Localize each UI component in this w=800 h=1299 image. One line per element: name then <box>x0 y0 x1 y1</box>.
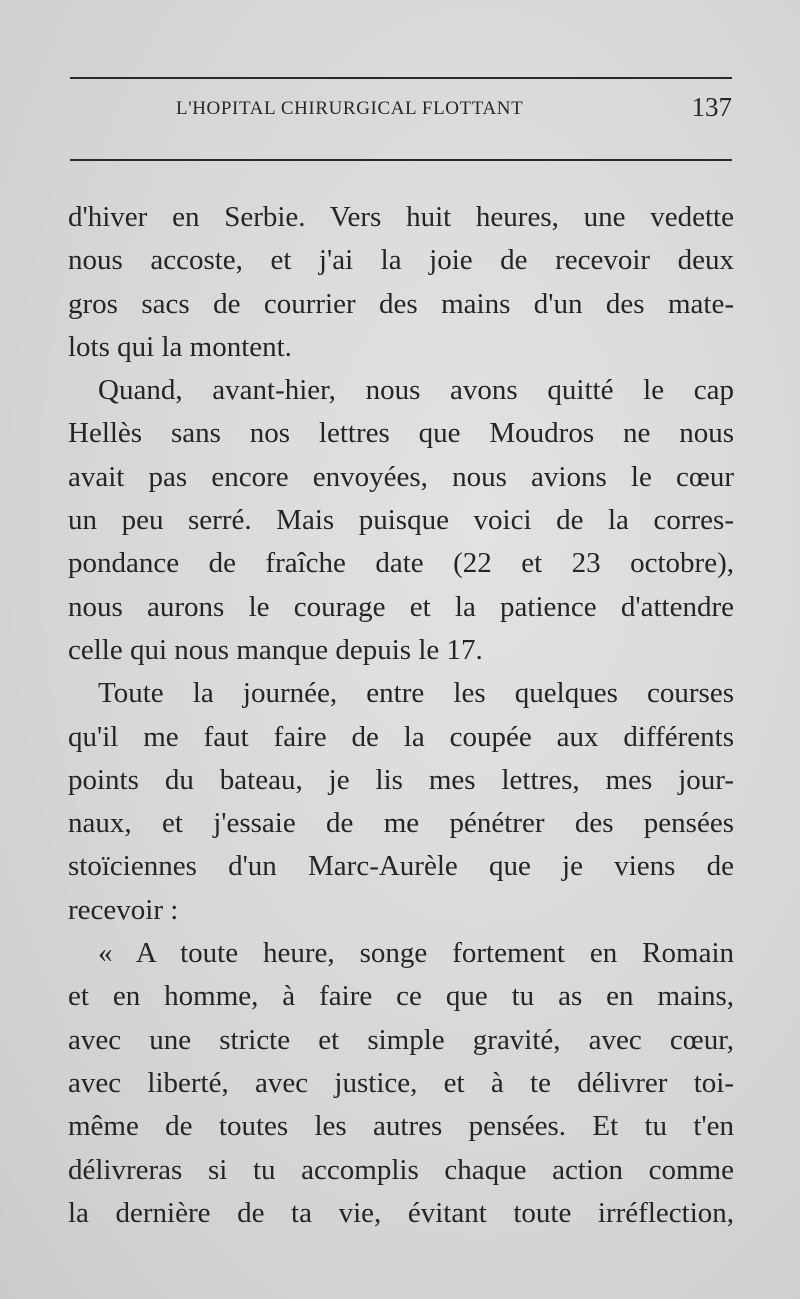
text-line: et en homme, à faire ce que tu as en mains, <box>68 980 734 1013</box>
page-number: 137 <box>691 92 732 122</box>
text-line: stoïciennes d'un Marc-Aurèle que je viens de <box>68 850 734 883</box>
text-line: un peu serré. Mais puisque voici de la corres- <box>68 504 734 537</box>
text-line: pondance de fraîche date (22 et 23 octobre), <box>68 547 734 580</box>
text-line: recevoir : <box>68 893 179 926</box>
text-line: avec liberté, avec justice, et à te délivrer toi- <box>68 1066 734 1099</box>
text-line: « A toute heure, songe fortement en Romain <box>98 937 734 970</box>
text-line: naux, et j'essaie de me pénétrer des pensées <box>68 807 734 840</box>
text-line: nous accoste, et j'ai la joie de recevoir deux <box>68 244 734 277</box>
text-line: Quand, avant-hier, nous avons quitté le cap <box>98 374 734 407</box>
running-head: L'HOPITAL CHIRURGICAL FLOTTANT <box>176 98 524 119</box>
top-rule <box>70 77 732 79</box>
text-line: la dernière de ta vie, évitant toute irréflection, <box>68 1196 734 1229</box>
text-line: Hellès sans nos lettres que Moudros ne nous <box>68 417 734 450</box>
body-text <box>68 196 734 1235</box>
text-line: délivreras si tu accomplis chaque action comme <box>68 1153 734 1186</box>
text-line: lots qui la montent. <box>68 330 292 363</box>
text-line: gros sacs de courrier des mains d'un des mate- <box>68 287 734 320</box>
text-line: nous aurons le courage et la patience d'attendre <box>68 590 734 623</box>
text-line: qu'il me faut faire de la coupée aux différents <box>68 720 734 753</box>
text-line: même de toutes les autres pensées. Et tu t'en <box>68 1110 734 1143</box>
header-rule <box>70 159 732 161</box>
text-line: points du bateau, je lis mes lettres, mes jour- <box>68 763 734 796</box>
text-line: celle qui nous manque depuis le 17. <box>68 633 483 666</box>
text-line: avec une stricte et simple gravité, avec cœur, <box>68 1023 734 1056</box>
text-line: Toute la journée, entre les quelques courses <box>98 677 734 710</box>
text-line: avait pas encore envoyées, nous avions le cœur <box>68 460 734 493</box>
text-line: d'hiver en Serbie. Vers huit heures, une vedette <box>68 201 734 233</box>
